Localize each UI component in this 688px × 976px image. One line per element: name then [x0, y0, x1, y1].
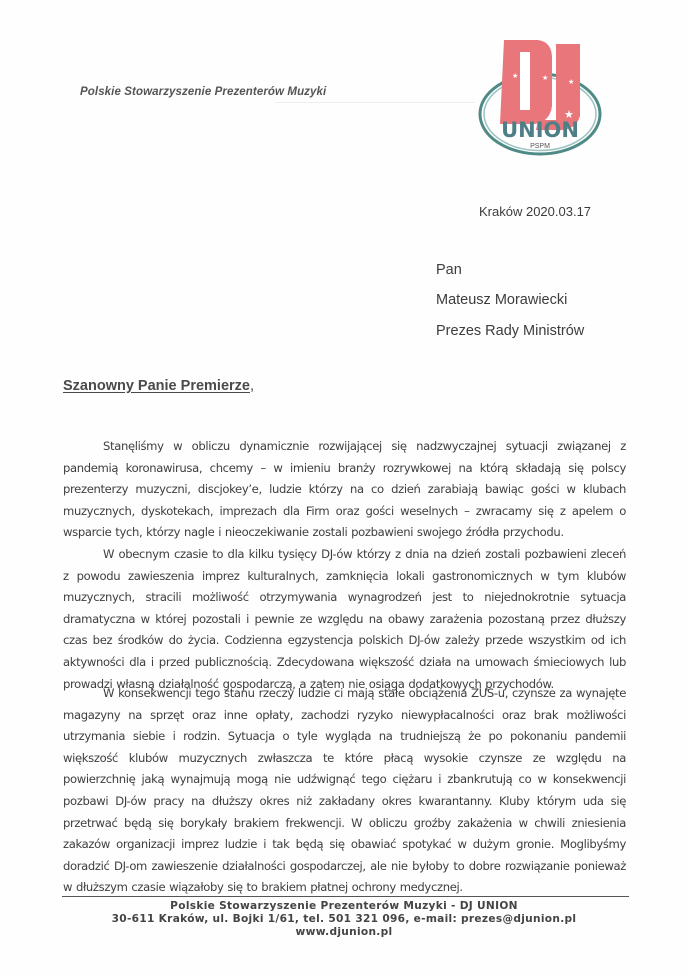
- letterhead-rule: [275, 102, 475, 103]
- body-paragraph-2-text: W obecnym czasie to dla kilku tysięcy DJ-ów którzy z dnia na dzień zostali pozbawieni zleceń z powodu zawieszenia imprez kulturalnych, zamknięcia lokali gastronomicznych w tym klubów muzycznych, stracili możliwość otrzymywania wynagrodzeń jest to niejednokrotnie sytuacja dramatyczna w której pozostali i pewnie ze względu na obawy zarażenia pozostaną przez dłuższy czas bez środków do życia. Codzienna egzystencja polskich DJ-ów zależy przede wszystkim od ich aktywności dla i przed publicznością. Zdecydowana większość działa na umowach śmieciowych lub prowadzi własną działalność gospodarczą, a zatem nie osiąga dodatkowych przychodów.: [63, 547, 626, 691]
- footer-contact: 30-611 Kraków, ul. Bojki 1/61, tel. 501 321 096, e-mail: prezes@djunion.pl: [111, 913, 577, 925]
- footer-organization: Polskie Stowarzyszenie Prezenterów Muzyki - DJ UNION: [170, 900, 518, 912]
- recipient-position: Prezes Rady Ministrów: [436, 323, 585, 339]
- footer-website: www.djunion.pl: [295, 926, 393, 938]
- logo-pspm-text: PSPM: [530, 143, 550, 150]
- letterhead-organization-name: Polskie Stowarzyszenie Prezenterów Muzyki: [80, 86, 327, 98]
- svg-text:★: ★: [564, 108, 574, 121]
- svg-text:★: ★: [542, 74, 549, 82]
- salutation-text: Szanowny Panie Premierze: [63, 378, 250, 394]
- recipient-name: Mateusz Morawiecki: [436, 292, 568, 308]
- body-paragraph-1-text: Stanęliśmy w obliczu dynamicznie rozwijającej się nadzwyczajnej sytuacji związanej z pandemią koronawirusa, chcemy – w imieniu branży rozrywkowej na którą składają się polscy prezenterzy muzyczni, discjokey’e, ludzie którzy na co dzień zarabiają bawiąc gości w klubach muzycznych, dyskotekach, imprezach dla Firm oraz gości weselnych – zwracamy się z apelem o wsparcie tych, którzy nagle i nieoczekiwanie zostali pozbawieni swojego źródła przychodu.: [63, 439, 626, 540]
- recipient-title: Pan: [436, 262, 462, 278]
- body-paragraph-2: [63, 544, 626, 695]
- svg-text:★: ★: [512, 72, 519, 80]
- body-paragraph-3-text: W konsekwencji tego stanu rzeczy ludzie ci mają stałe obciążenia ZUS-u, czynsze za wynajęte magazyny na sprzęt oraz inne opłaty, zachodzi ryzyko niewypłacalności oraz brak możliwości utrzymania siebie i rodzin. Sytuacja o tyle wygląda na trudniejszą że po pokonaniu pandemii większość klubów muzycznych zwłaszcza te które płacą wysokie czynsze ze względu na powierzchnię jaką wynajmują mogą nie udźwignąć tego ciężaru i zbankrutują co w konsekwencji pozbawi DJ-ów pracy na dłuższy okres niż zakładany okres kwarantanny. Kluby którym uda się przetrwać będą się borykały brakiem frekwencji. W obliczu groźby zakażenia w chwili zniesienia zakazów organizacji imprez ludzie i tak będą się obawiać spotykać w dużym gronie. Moglibyśmy doradzić DJ-om zawieszenie działalności gospodarczej, ale nie byłoby to dobre rozwiązanie ponieważ w dłuższym czasie wiązałoby się to brakiem płatnej ochrony medycznej.: [63, 686, 626, 895]
- salutation-comma: ,: [249, 378, 254, 394]
- salutation: [63, 378, 254, 394]
- body-paragraph-1: [63, 436, 626, 544]
- logo-dj-monogram-icon: [500, 40, 580, 130]
- letter-date: Kraków 2020.03.17: [479, 204, 592, 219]
- logo-union-text: UNION: [501, 118, 579, 142]
- dj-union-logo: [476, 34, 604, 160]
- footer-rule: [62, 896, 629, 897]
- body-paragraph-3: [63, 683, 626, 899]
- svg-text:★: ★: [568, 78, 575, 86]
